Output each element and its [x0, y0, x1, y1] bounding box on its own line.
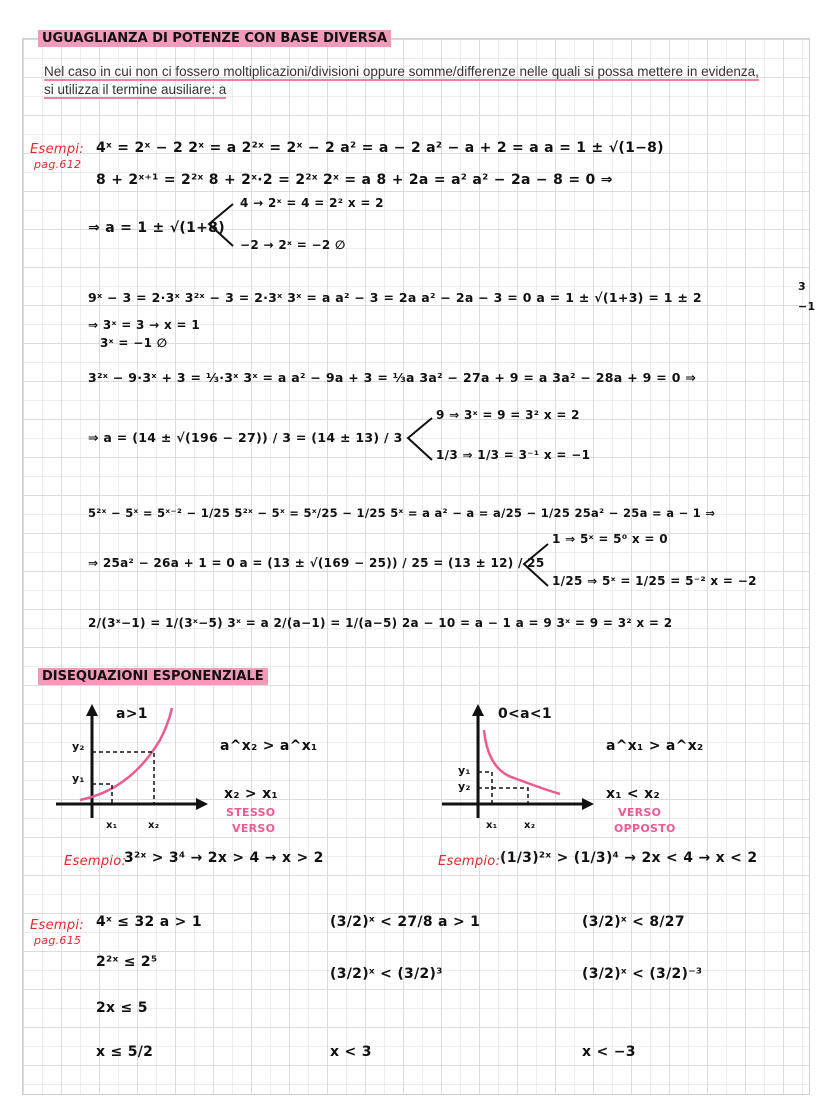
math-row: x < 3 — [330, 1044, 372, 1060]
branch-brace — [520, 540, 550, 590]
math-row: −2 → 2ˣ = −2 ∅ — [240, 238, 346, 252]
math-row: 3ˣ = −1 ∅ — [100, 336, 168, 350]
branch-label: −1 — [798, 300, 816, 313]
math-row: 9 ⇒ 3ˣ = 9 = 3² x = 2 — [436, 408, 580, 422]
opposite-direction-note: OPPOSTO — [614, 822, 676, 835]
section-title: DISEQUAZIONI ESPONENZIALE — [38, 668, 268, 685]
inequality: a^x₂ > a^x₁ — [220, 738, 318, 754]
math-row: 4ˣ ≤ 32 a > 1 — [96, 914, 202, 930]
math-row: x ≤ 5/2 — [96, 1044, 154, 1060]
example-label: Esempio: — [438, 854, 501, 869]
math-row: 1/25 ⇒ 5ˣ = 1/25 = 5⁻² x = −2 — [552, 574, 757, 588]
condition-label: 0<a<1 — [498, 706, 552, 722]
math-row: 3²ˣ − 9·3ˣ + 3 = ⅓·3ˣ 3ˣ = a a² − 9a + 3 = ⅓a 3a² − 27a + 9 = a 3a² − 28a + 9 = 0 ⇒ — [88, 370, 697, 385]
math-row: 2x ≤ 5 — [96, 1000, 148, 1016]
math-row: ⇒ a = 1 ± √(1+8) — [88, 220, 225, 236]
x2-label: x₂ — [148, 820, 160, 831]
math-row: ⇒ a = (14 ± √(196 − 27)) / 3 = (14 ± 13) / 3 — [88, 430, 403, 445]
math-row: (3/2)ˣ < (3/2)³ — [330, 966, 443, 982]
same-direction-note: STESSO — [226, 806, 276, 819]
section-title: UGUAGLIANZA DI POTENZE CON BASE DIVERSA — [38, 30, 391, 47]
y1-label: y₁ — [72, 772, 85, 785]
relation: x₂ > x₁ — [224, 786, 278, 802]
x1-label: x₁ — [486, 820, 498, 831]
branch-brace — [404, 414, 434, 464]
inequality: a^x₁ > a^x₂ — [606, 738, 704, 754]
example-label: Esempio: — [64, 854, 127, 869]
examples-label: Esempi: — [30, 142, 84, 157]
math-row: 1 ⇒ 5ˣ = 5⁰ x = 0 — [552, 532, 668, 546]
math-row: 4ˣ = 2ˣ − 2 2ˣ = a 2²ˣ = 2ˣ − 2 a² = a − 2 a² − a + 2 = a a = 1 ± √(1−8) — [96, 140, 664, 156]
math-row: 8 + 2ˣ⁺¹ = 2²ˣ 8 + 2ˣ·2 = 2²ˣ 2ˣ = a 8 + 2a = a² a² − 2a − 8 = 0 ⇒ — [96, 172, 613, 188]
y2-label: y₂ — [72, 740, 85, 753]
math-row: 2²ˣ ≤ 2⁵ — [96, 954, 158, 970]
math-row: 4 → 2ˣ = 4 = 2² x = 2 — [240, 196, 384, 210]
x2-label: x₂ — [524, 820, 536, 831]
y2-label: y₂ — [458, 780, 471, 793]
example-math: 3²ˣ > 3⁴ → 2x > 4 → x > 2 — [124, 850, 324, 866]
math-row: 1/3 ⇒ 1/3 = 3⁻¹ x = −1 — [436, 448, 591, 462]
note-line-1: Nel caso in cui non ci fossero moltiplicazioni/divisioni oppure somme/differenze nelle quali si possa mettere in evidenza, — [44, 64, 759, 79]
branch-brace — [205, 200, 235, 250]
note-line-2: si utilizza il termine ausiliare: a — [44, 82, 227, 97]
math-row: (3/2)ˣ < 27/8 a > 1 — [330, 914, 481, 930]
math-row: 2/(3ˣ−1) = 1/(3ˣ−5) 3ˣ = a 2/(a−1) = 1/(a−5) 2a − 10 = a − 1 a = 9 3ˣ = 9 = 3² x = 2 — [88, 616, 673, 630]
examples-label: Esempi: — [30, 918, 84, 933]
same-direction-note: VERSO — [232, 822, 276, 835]
page-ref: pag.615 — [34, 934, 82, 947]
opposite-direction-note: VERSO — [618, 806, 662, 819]
math-row: (3/2)ˣ < (3/2)⁻³ — [582, 966, 703, 982]
y1-label: y₁ — [458, 764, 471, 777]
math-row: ⇒ 25a² − 26a + 1 = 0 a = (13 ± √(169 − 25)) / 25 = (13 ± 12) / 25 — [88, 556, 545, 570]
math-row: ⇒ 3ˣ = 3 → x = 1 — [88, 318, 201, 332]
math-row: 9ˣ − 3 = 2·3ˣ 3²ˣ − 3 = 2·3ˣ 3ˣ = a a² − 3 = 2a a² − 2a − 3 = 0 a = 1 ± √(1+3) = 1 ± 2 — [88, 290, 702, 305]
example-math: (1/3)²ˣ > (1/3)⁴ → 2x < 4 → x < 2 — [500, 850, 758, 866]
relation: x₁ < x₂ — [606, 786, 660, 802]
math-row: x < −3 — [582, 1044, 636, 1060]
condition-label: a>1 — [116, 706, 148, 722]
page-ref: pag.612 — [34, 158, 82, 171]
x1-label: x₁ — [106, 820, 118, 831]
math-row: 5²ˣ − 5ˣ = 5ˣ⁻² − 1/25 5²ˣ − 5ˣ = 5ˣ/25 − 1/25 5ˣ = a a² − a = a/25 − 1/25 25a² − 25a = a − 1 ⇒ — [88, 506, 716, 520]
math-row: (3/2)ˣ < 8/27 — [582, 914, 685, 930]
branch-label: 3 — [798, 280, 806, 293]
